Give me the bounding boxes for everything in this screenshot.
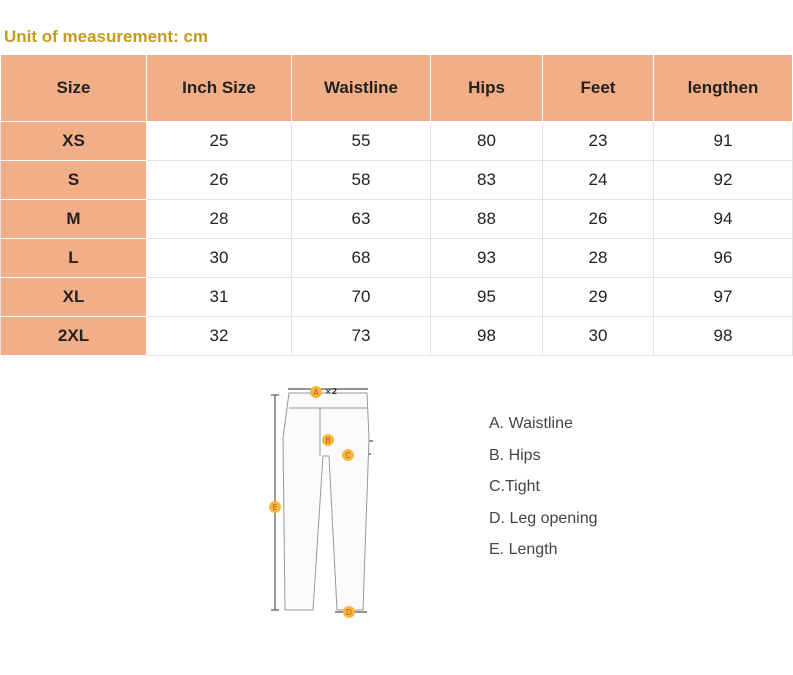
value-cell: 23: [543, 122, 654, 161]
table-row: [1, 200, 793, 239]
table-row: [1, 278, 793, 317]
value-cell: 93: [431, 239, 543, 278]
value-cell: 24: [543, 161, 654, 200]
value-cell: 83: [431, 161, 543, 200]
value-cell: 30: [543, 317, 654, 356]
legend-item: E. Length: [489, 541, 558, 558]
svg-text:C: C: [345, 451, 351, 460]
value-cell: 98: [654, 317, 793, 356]
value-cell: 96: [654, 239, 793, 278]
value-cell: 97: [654, 278, 793, 317]
svg-text:A: A: [313, 388, 319, 397]
value-cell: 58: [292, 161, 431, 200]
value-cell: 26: [543, 200, 654, 239]
value-cell: 94: [654, 200, 793, 239]
legend-item: A. Waistline: [489, 415, 573, 432]
header-row: [1, 55, 793, 122]
table-row: [1, 122, 793, 161]
value-cell: 68: [292, 239, 431, 278]
unit-label: Unit of measurement: cm: [4, 27, 209, 46]
measurement-legend: [489, 412, 598, 570]
size-cell: 2XL: [1, 317, 147, 356]
svg-text:D: D: [345, 608, 353, 617]
size-cell: XL: [1, 278, 147, 317]
svg-text:E: E: [272, 503, 278, 512]
size-cell: M: [1, 200, 147, 239]
value-cell: 70: [292, 278, 431, 317]
value-cell: 98: [431, 317, 543, 356]
size-cell: L: [1, 239, 147, 278]
table-row: [1, 317, 793, 356]
table-row: [1, 161, 793, 200]
header-cell: Inch Size: [147, 55, 292, 122]
header-cell: Waistline: [292, 55, 431, 122]
value-cell: 95: [431, 278, 543, 317]
svg-text:×2: ×2: [324, 387, 338, 396]
value-cell: 88: [431, 200, 543, 239]
table-row: [1, 239, 793, 278]
legend-item: C.Tight: [489, 478, 540, 495]
size-cell: XS: [1, 122, 147, 161]
value-cell: 26: [147, 161, 292, 200]
value-cell: 73: [292, 317, 431, 356]
size-cell: S: [1, 161, 147, 200]
value-cell: 28: [543, 239, 654, 278]
value-cell: 29: [543, 278, 654, 317]
header-cell: lengthen: [654, 55, 793, 122]
value-cell: 31: [147, 278, 292, 317]
pants-diagram: [265, 378, 375, 628]
header-cell: Feet: [543, 55, 654, 122]
header-cell: Size: [1, 55, 147, 122]
value-cell: 28: [147, 200, 292, 239]
value-cell: 30: [147, 239, 292, 278]
value-cell: 32: [147, 317, 292, 356]
value-cell: 25: [147, 122, 292, 161]
size-chart-table: [0, 54, 793, 356]
value-cell: 92: [654, 161, 793, 200]
header-cell: Hips: [431, 55, 543, 122]
legend-item: B. Hips: [489, 446, 541, 464]
svg-text:B: B: [325, 436, 331, 445]
value-cell: 55: [292, 122, 431, 161]
legend-item: D. Leg opening: [489, 509, 598, 527]
value-cell: 63: [292, 200, 431, 239]
value-cell: 91: [654, 122, 793, 161]
value-cell: 80: [431, 122, 543, 161]
